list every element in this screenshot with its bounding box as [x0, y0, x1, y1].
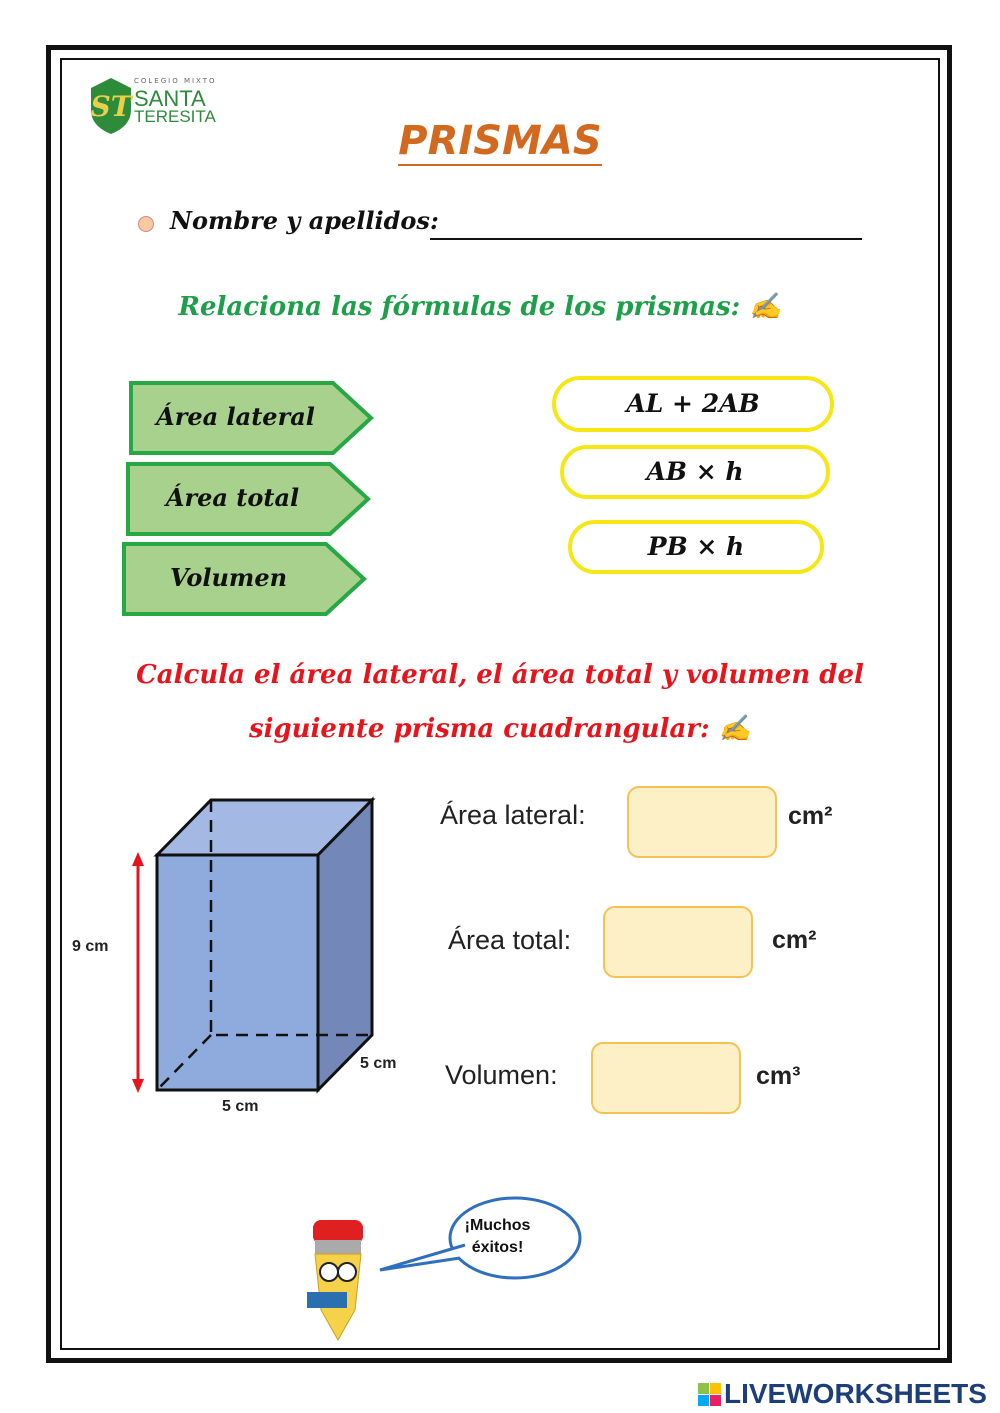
- live-badge-icon: [698, 1383, 721, 1406]
- tag-area-total[interactable]: Área total: [125, 461, 370, 536]
- depth-label: 5 cm: [360, 1055, 397, 1072]
- answer-label-area-total: Área total:: [448, 925, 572, 955]
- width-label: 5 cm: [222, 1098, 259, 1115]
- unit-area-total: cm²: [772, 926, 817, 954]
- height-label: 9 cm: [72, 938, 109, 955]
- unit-volumen: cm³: [756, 1062, 801, 1090]
- formula-pb-h[interactable]: PB × h: [568, 520, 824, 574]
- calc-instruction-line1: Calcula el área lateral, el área total y volumen del: [136, 660, 864, 690]
- area-total-input[interactable]: [603, 906, 753, 978]
- answer-label-volumen: Volumen:: [445, 1060, 558, 1090]
- svg-text:ST: ST: [90, 90, 132, 123]
- bullet-icon: [138, 216, 154, 232]
- prism-front-face: [157, 855, 318, 1090]
- unit-area-lateral: cm²: [788, 802, 833, 830]
- speech-text: ¡Muchos éxitos!: [464, 1217, 531, 1256]
- pencil-icon: ✍: [718, 714, 752, 744]
- answer-label-area-lateral: Área lateral:: [440, 800, 586, 830]
- formula-al-2ab[interactable]: AL + 2AB: [552, 376, 834, 432]
- pencil-icon: ✍: [749, 292, 782, 322]
- name-input[interactable]: [430, 208, 862, 240]
- prism-diagram: [0, 780, 420, 1120]
- liveworksheets-logo: LIVEWORKSHEETS: [698, 1378, 987, 1410]
- formula-ab-h[interactable]: AB × h: [560, 445, 830, 499]
- page-border-inner: [60, 58, 940, 1350]
- school-logo: ST COLEGIO MIXTO SANTA TERESITA: [86, 74, 226, 138]
- name-label: Nombre y apellidos:: [170, 206, 439, 235]
- match-instruction: Relaciona las fórmulas de los prismas: ✍: [178, 292, 782, 322]
- tag-volumen[interactable]: Volumen: [121, 541, 366, 616]
- page-title: PRISMAS: [398, 118, 602, 164]
- pencil-mascot-icon: [285, 1210, 385, 1350]
- tag-area-lateral[interactable]: Área lateral: [128, 380, 373, 455]
- area-lateral-input[interactable]: [627, 786, 777, 858]
- volumen-input[interactable]: [591, 1042, 741, 1114]
- calc-instruction-line2: siguiente prisma cuadrangular: ✍: [248, 714, 752, 744]
